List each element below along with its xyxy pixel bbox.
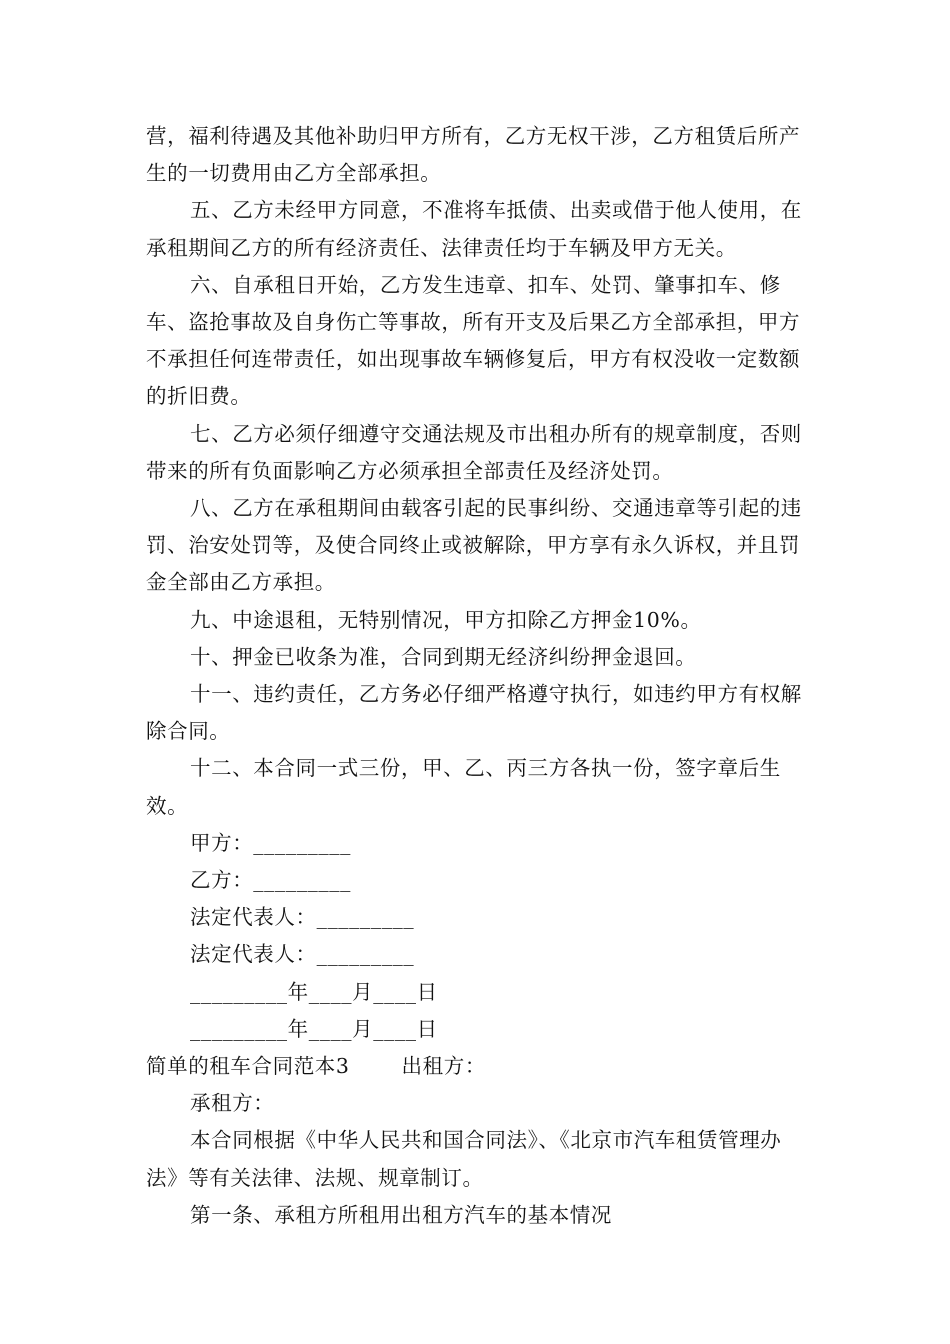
clause-10: 十、押金已收条为准，合同到期无经济纠纷押金退回。 <box>190 644 697 669</box>
contract-intro: 本合同根据《中华人民共和国合同法》、《北京市汽车租赁管理办法》等有关法律、法规、规章制订。 <box>146 1128 782 1190</box>
clause-7: 七、乙方必须仔细遵守交通法规及市出租办所有的规章制度，否则带来的所有负面影响乙方必须承担全部责任及经济处罚。 <box>146 421 802 483</box>
paragraph-continued: 营，福利待遇及其他补助归甲方所有，乙方无权干涉，乙方租赁后所产生的一切费用由乙方全部承担。 <box>146 124 801 186</box>
signature-date-2: _________年____月____日 <box>190 1016 438 1041</box>
clause-6: 六、自承租日开始，乙方发生违章、扣车、处罚、肇事扣车、修车、盗抢事故及自身伤亡等事故，所有开支及后果乙方全部承担，甲方不承担任何连带责任，如出现事故车辆修复后，甲方有权没收一定数额的折旧费。 <box>146 272 801 409</box>
section-3-heading-line <box>146 1048 810 1085</box>
signature-party-b: 乙方：_________ <box>190 868 351 893</box>
clause-11: 十一、违约责任，乙方务必仔细严格遵守执行，如违约甲方有权解除合同。 <box>146 682 802 744</box>
lessee-label: 承租方： <box>190 1091 275 1116</box>
lessor-label: 出租方： <box>401 1054 486 1079</box>
signature-legal-rep-1: 法定代表人：_________ <box>190 905 415 930</box>
document-body <box>146 118 810 1234</box>
section-3-title: 简单的租车合同范本3 <box>146 1054 350 1079</box>
clause-12: 十二、本合同一式三份，甲、乙、丙三方各执一份，签字章后生效。 <box>146 756 781 818</box>
signature-party-a: 甲方：_________ <box>190 830 351 855</box>
article-1: 第一条、承租方所租用出租方汽车的基本情况 <box>190 1202 612 1227</box>
clause-5: 五、乙方未经甲方同意，不准将车抵债、出卖或借于他人使用，在承租期间乙方的所有经济责任、法律责任均于车辆及甲方无关。 <box>146 198 802 260</box>
clause-8: 八、乙方在承租期间由载客引起的民事纠纷、交通违章等引起的违罚、治安处罚等，及使合同终止或被解除，甲方享有永久诉权，并且罚金全部由乙方承担。 <box>146 496 802 595</box>
signature-date-1: _________年____月____日 <box>190 979 438 1004</box>
clause-9: 九、中途退租，无特别情况，甲方扣除乙方押金10%。 <box>190 607 702 632</box>
signature-legal-rep-2: 法定代表人：_________ <box>190 942 415 967</box>
